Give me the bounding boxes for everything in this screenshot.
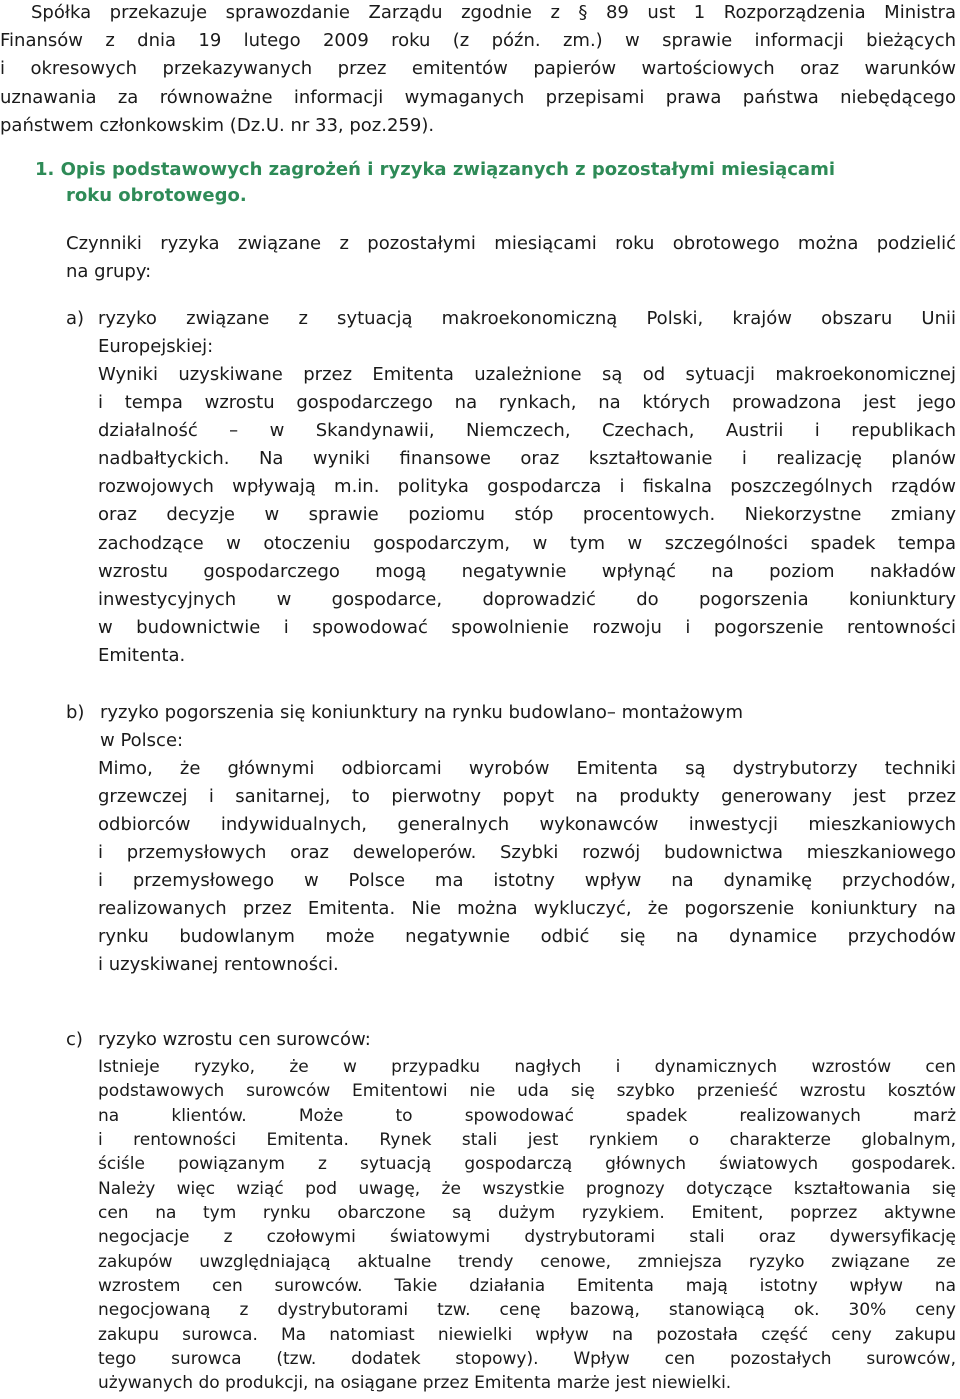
risk-title-line: ryzyko pogorszenia się koniunktury na rynku budowlano– montażowym bbox=[100, 702, 744, 723]
risk-body-line: nadbałtyckich. Na wyniki finansowe oraz kształtowanie i realizację planów bbox=[98, 448, 956, 469]
risk-body-line: Mimo, że głównymi odbiorcami wyrobów Emitenta są dystrybutorzy techniki bbox=[98, 758, 956, 779]
risk-body-line: Wyniki uzyskiwane przez Emitenta uzależnione są od sytuacji makroekonomicznej bbox=[98, 364, 956, 385]
risk-body-line: rynku budowlanym może negatywnie odbić się na dynamice przychodów bbox=[98, 926, 956, 947]
risk-body-line: podstawowych surowców Emitentowi nie uda się szybko przenieść wzrostu kosztów bbox=[98, 1081, 956, 1101]
risk-body-line: Emitenta. bbox=[98, 645, 186, 666]
section-intro-line: Czynniki ryzyka związane z pozostałymi miesiącami roku obrotowego można podzielić bbox=[66, 233, 956, 254]
risk-body-line: negocjacje z czołowymi światowymi dystrybutorami stali oraz dywersyfikację bbox=[98, 1227, 956, 1247]
risk-body-line: wzrostem cen surowców. Takie działania Emitenta mają istotny wpływ na bbox=[98, 1276, 956, 1296]
risk-body-line: i przemysłowego w Polsce ma istotny wpływ na dynamikę przychodów, bbox=[98, 870, 956, 891]
intro-line: Finansów z dnia 19 lutego 2009 roku (z późn. zm.) w sprawie informacji bieżących bbox=[0, 30, 956, 51]
risk-body-line: używanych do produkcji, na osiągane przez Emitenta marże jest niewielki. bbox=[98, 1373, 732, 1393]
risk-body-line: zakupów uwzględniającą aktualne trendy cenowe, zmniejsza ryzyko związane ze bbox=[98, 1252, 956, 1272]
risk-body-line: rozwojowych wpływają m.in. polityka gospodarcza i fiskalna poszczególnych rządów bbox=[98, 476, 956, 497]
intro-line: państwem członkowskim (Dz.U. nr 33, poz.259). bbox=[0, 115, 435, 136]
risk-body-line: grzewczej i sanitarnej, to pierwotny popyt na produkty generowany jest przez bbox=[98, 786, 956, 807]
list-marker: c) bbox=[66, 1029, 83, 1050]
intro-line: uznawania za równoważne informacji wymaganych przepisami prawa państwa niebędącego bbox=[0, 87, 956, 108]
risk-body-line: negocjowaną z dystrybutorami tzw. cenę bazową, stanowiącą ok. 30% ceny bbox=[98, 1300, 956, 1320]
risk-body-line: zachodzące w otoczeniu gospodarczym, w tym w szczególności spadek tempa bbox=[98, 533, 956, 554]
intro-line: i okresowych przekazywanych przez emitentów papierów wartościowych oraz warunków bbox=[0, 58, 956, 79]
risk-body-line: tego surowca (tzw. dodatek stopowy). Wpływ cen pozostałych surowców, bbox=[98, 1349, 956, 1369]
risk-title-line: ryzyko wzrostu cen surowców: bbox=[98, 1029, 371, 1050]
risk-body-line: zakupu surowca. Ma natomiast niewielki wpływ na pozostała część ceny zakupu bbox=[98, 1325, 956, 1345]
risk-body-line: na klientów. Może to spowodować spadek realizowanych marż bbox=[98, 1106, 956, 1126]
risk-body-line: w budownictwie i spowodować spowolnienie rozwoju i pogorszenie rentowności bbox=[98, 617, 956, 638]
list-marker: a) bbox=[66, 308, 85, 329]
section-heading-line: roku obrotowego. bbox=[66, 185, 247, 206]
risk-body-line: cen na tym rynku obarczone są dużym ryzykiem. Emitent, poprzez aktywne bbox=[98, 1203, 956, 1223]
risk-title-line: ryzyko związane z sytuacją makroekonomiczną Polski, krajów obszaru Unii bbox=[98, 308, 956, 329]
section-heading-line: 1. Opis podstawowych zagrożeń i ryzyka związanych z pozostałymi miesiącami bbox=[35, 159, 835, 180]
risk-body-line: wzrostu gospodarczego mogą negatywnie wpłynąć na poziom nakładów bbox=[98, 561, 956, 582]
risk-body-line: realizowanych przez Emitenta. Nie można wykluczyć, że pogorszenie koniunktury na bbox=[98, 898, 956, 919]
risk-body-line: odbiorców indywidualnych, generalnych wykonawców inwestycji mieszkaniowych bbox=[98, 814, 956, 835]
risk-body-line: i uzyskiwanej rentowności. bbox=[98, 954, 339, 975]
list-marker: b) bbox=[66, 702, 85, 723]
risk-title-line: Europejskiej: bbox=[98, 336, 214, 357]
risk-body-line: Istnieje ryzyko, że w przypadku nagłych i dynamicznych wzrostów cen bbox=[98, 1057, 956, 1077]
risk-body-line: inwestycyjnych w gospodarce, doprowadzić do pogorszenia koniunktury bbox=[98, 589, 956, 610]
risk-body-line: i rentowności Emitenta. Rynek stali jest rynkiem o charakterze globalnym, bbox=[98, 1130, 956, 1150]
risk-body-line: oraz decyzje w sprawie poziomu stóp procentowych. Niekorzystne zmiany bbox=[98, 504, 956, 525]
risk-body-line: i przemysłowych oraz deweloperów. Szybki rozwój budownictwa mieszkaniowego bbox=[98, 842, 956, 863]
risk-body-line: działalność – w Skandynawii, Niemczech, Czechach, Austrii i republikach bbox=[98, 420, 956, 441]
section-intro-line: na grupy: bbox=[66, 261, 152, 282]
risk-title-line: w Polsce: bbox=[100, 730, 184, 751]
risk-body-line: i tempa wzrostu gospodarczego na rynkach, na których prowadzona jest jego bbox=[98, 392, 956, 413]
risk-body-line: ściśle powiązanym z sytuacją gospodarczą głównych światowych gospodarek. bbox=[98, 1154, 956, 1174]
intro-line: Spółka przekazuje sprawozdanie Zarządu zgodnie z § 89 ust 1 Rozporządzenia Ministra bbox=[31, 2, 956, 23]
risk-body-line: Należy więc wziąć pod uwagę, że wszystkie prognozy dotyczące kształtowania się bbox=[98, 1179, 956, 1199]
